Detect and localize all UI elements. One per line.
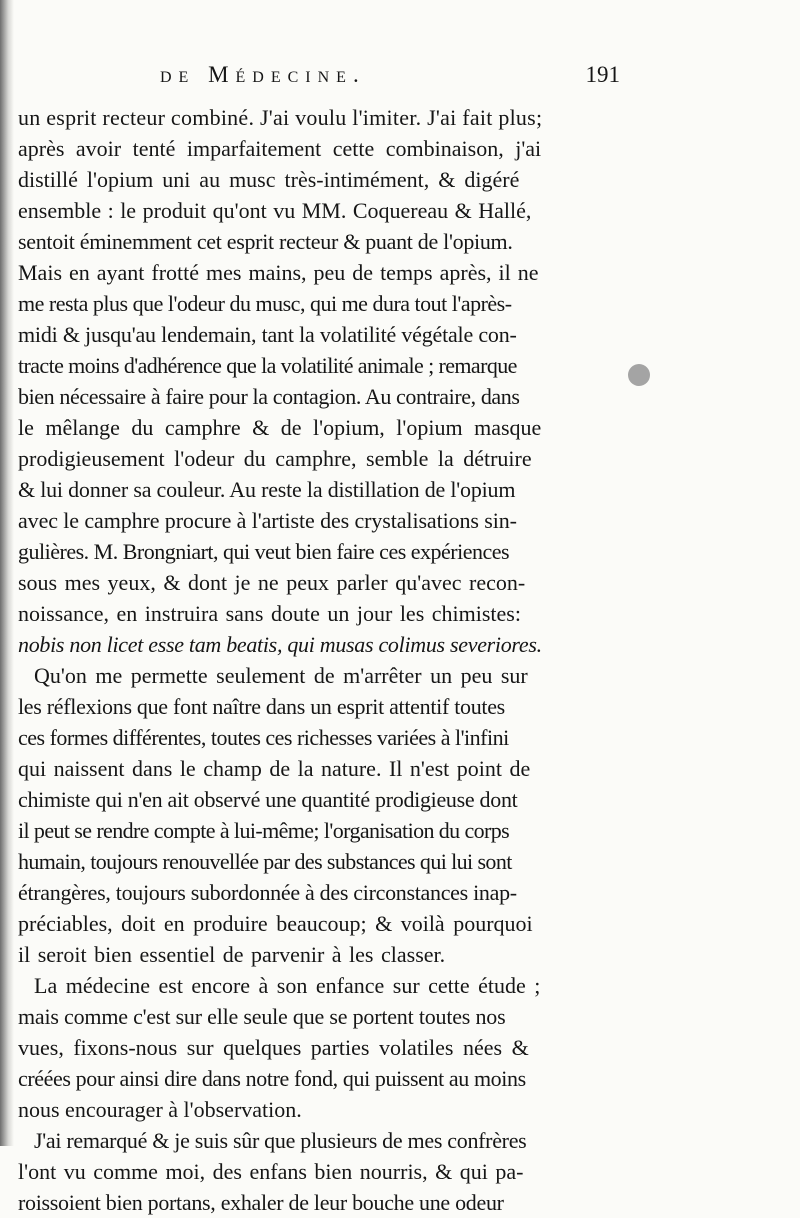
text-line: il peut se rendre compte à lui-même; l'organisation du corps xyxy=(18,818,510,843)
show-through-mark xyxy=(590,790,710,830)
text-line: étrangères, toujours subordonnée à des circonstances inap- xyxy=(18,880,517,905)
running-header xyxy=(160,62,620,98)
text-line: roissoient bien portans, exhaler de leur bouche une odeur xyxy=(18,1190,504,1215)
text-line: noissance, en instruira sans doute un jour les chimistes: xyxy=(18,601,521,626)
text-line: un esprit recteur combiné. J'ai voulu l'imiter. J'ai fait plus; xyxy=(18,105,543,130)
text-line: me resta plus que l'odeur du musc, qui me dura tout l'après- xyxy=(18,291,512,316)
text-line: sous mes yeux, & dont je ne peux parler qu'avec recon- xyxy=(18,570,526,595)
text-line: le mêlange du camphre & de l'opium, l'opium masque xyxy=(18,415,542,440)
text-line: prodigieusement l'odeur du camphre, semble la détruire xyxy=(18,446,532,471)
running-title: de Médecine. xyxy=(160,62,366,87)
text-line: créées pour ainsi dire dans notre fond, qui puissent au moins xyxy=(18,1066,526,1091)
text-line: les réflexions que font naître dans un esprit attentif toutes xyxy=(18,694,505,719)
text-line: mais comme c'est sur elle seule que se portent toutes nos xyxy=(18,1004,506,1029)
text-line-italic-quote: nobis non licet esse tam beatis, qui musas colimus severiores. xyxy=(18,632,542,657)
text-line: midi & jusqu'au lendemain, tant la volatilité végétale con- xyxy=(18,322,517,347)
page-number: 191 xyxy=(585,62,620,87)
text-line: l'ont vu comme moi, des enfans bien nourris, & qui pa- xyxy=(18,1159,524,1184)
text-line: chimiste qui n'en ait observé une quantité prodigieuse dont xyxy=(18,787,518,812)
text-line: ensemble : le produit qu'ont vu MM. Coquereau & Hallé, xyxy=(18,198,532,223)
paragraph-first-line: J'ai remarqué & je suis sûr que plusieurs de mes confrères xyxy=(34,1128,527,1153)
text-line: après avoir tenté imparfaitement cette combinaison, j'ai xyxy=(18,136,542,161)
text-line: Mais en ayant frotté mes mains, peu de temps après, il ne xyxy=(18,260,539,285)
text-line: sentoit éminemment cet esprit recteur & puant de l'opium. xyxy=(18,229,513,254)
text-line: qui naissent dans le champ de la nature. Il n'est point de xyxy=(18,756,531,781)
text-line: bien nécessaire à faire pour la contagion. Au contraire, dans xyxy=(18,384,520,409)
paragraph-first-line: La médecine est encore à son enfance sur cette étude ; xyxy=(34,973,541,998)
text-line: préciables, doit en produire beaucoup; & voilà pourquoi xyxy=(18,911,533,936)
text-line: nous encourager à l'observation. xyxy=(18,1097,302,1122)
text-line: il seroit bien essentiel de parvenir à les classer. xyxy=(18,942,446,967)
text-line: humain, toujours renouvellée par des substances qui lui sont xyxy=(18,849,512,874)
text-line: vues, fixons-nous sur quelques parties volatiles nées & xyxy=(18,1035,529,1060)
text-line: ces formes différentes, toutes ces richesses variées à l'infini xyxy=(18,725,509,750)
text-line: & lui donner sa couleur. Au reste la distillation de l'opium xyxy=(18,477,516,502)
paragraph-first-line: Qu'on me permette seulement de m'arrêter un peu sur xyxy=(34,663,528,688)
text-line: distillé l'opium uni au musc très-intimément, & digéré xyxy=(18,167,520,192)
text-line: avec le camphre procure à l'artiste des crystalisations sin- xyxy=(18,508,517,533)
text-line: gulières. M. Brongniart, qui veut bien faire ces expériences xyxy=(18,539,510,564)
ink-blot xyxy=(628,364,650,386)
page-gutter-shadow xyxy=(0,0,14,1146)
text-line: tracte moins d'adhérence que la volatilité animale ; remarque xyxy=(18,353,517,378)
